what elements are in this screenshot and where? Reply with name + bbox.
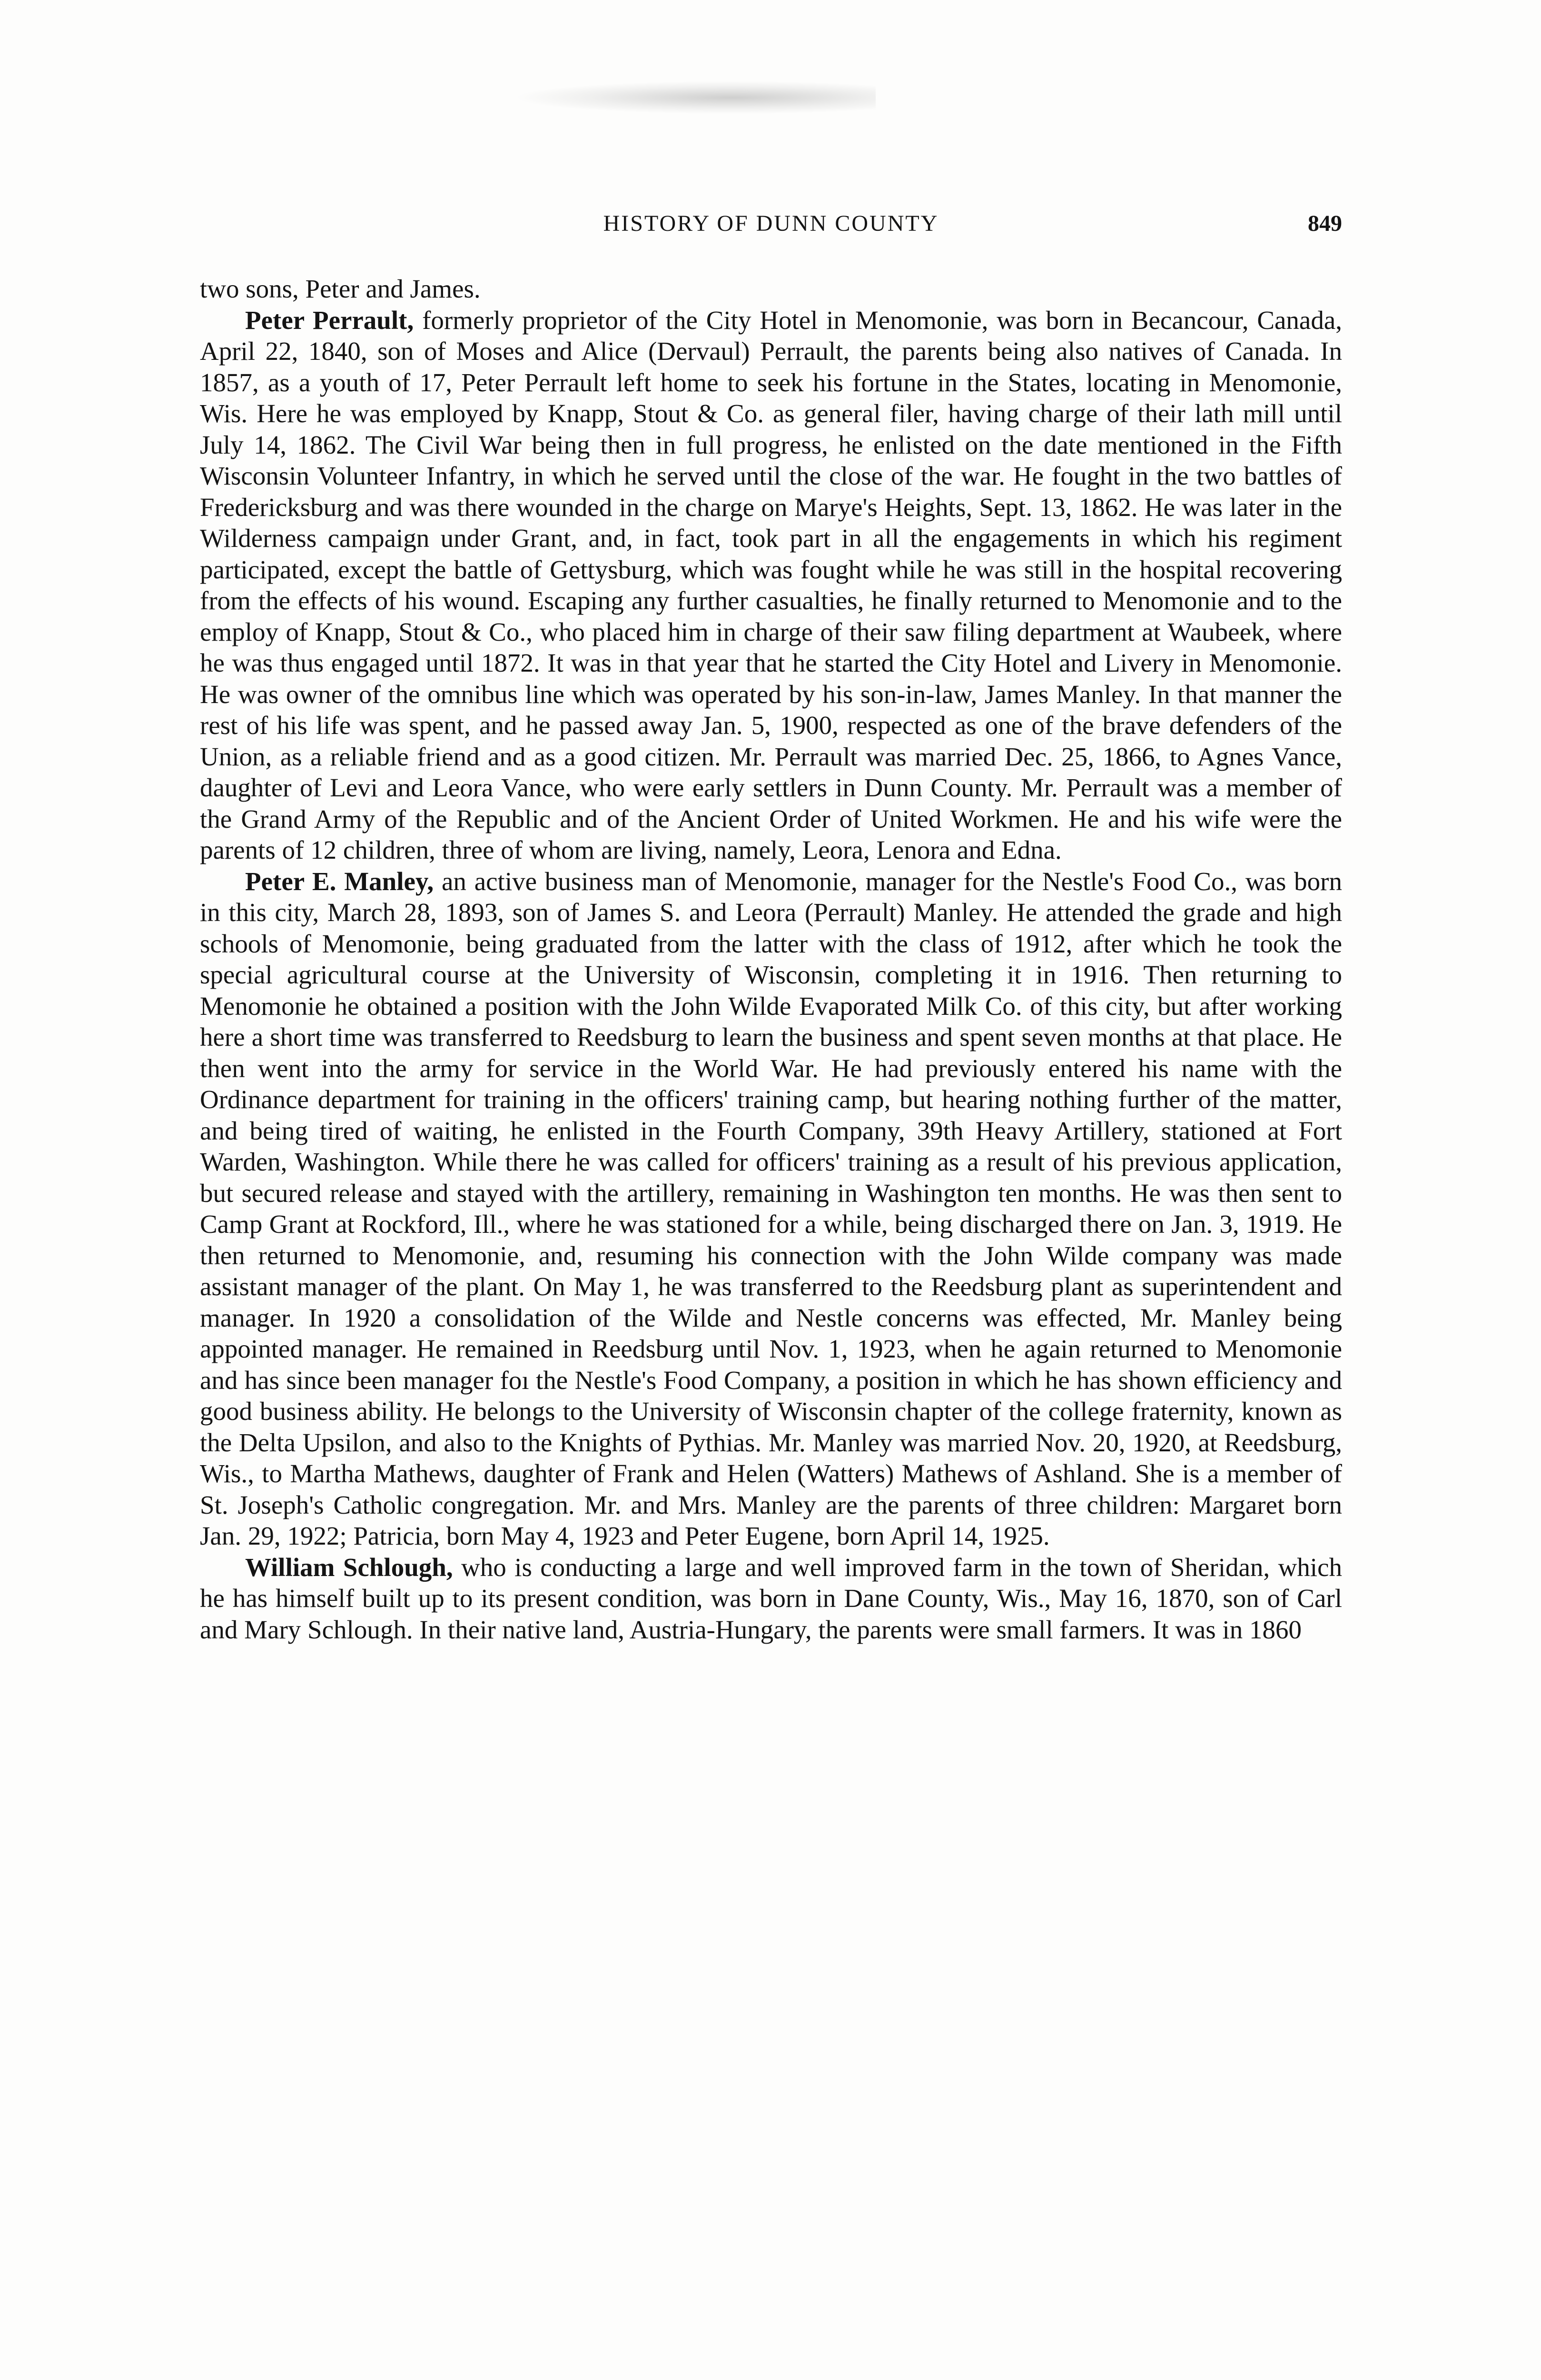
paragraph-lead-name: William Schlough,	[245, 1552, 453, 1582]
paragraph-peter-manley	[200, 866, 1342, 1552]
scan-smudge	[514, 81, 876, 114]
paragraph-william-schlough	[200, 1552, 1342, 1646]
paragraph-text: who is conducting a large and well improved farm in the town of Sheridan, which he has himself built up to its present condition, was born in Dane County, Wis., May 16, 1870, son of Carl and Mary Schlough. In their native land, Austria-Hungary, the parents were small farmers. It was in 1860	[200, 1552, 1342, 1644]
page-header	[200, 210, 1342, 244]
paragraph-lead-name: Peter Perrault,	[245, 305, 414, 335]
paragraph-text: two sons, Peter and James.	[200, 274, 481, 303]
running-title: HISTORY OF DUNN COUNTY	[603, 211, 939, 236]
paragraph-peter-perrault	[200, 305, 1342, 866]
page-number: 849	[1308, 211, 1342, 236]
paragraph-continuation	[200, 273, 1342, 305]
paragraph-lead-name: Peter E. Manley,	[245, 866, 434, 896]
paragraph-text: an active business man of Menomonie, manager for the Nestle's Food Co., was born in this city, March 28, 1893, son of James S. and Leora (Perrault) Manley. He attended the grade and high schools of Menomonie, being graduated from the latter with the class of 1912, after which he took the special agricultural course at the University of Wisconsin, completing it in 1916. Then returning to Menomonie he obtained a position with the John Wilde Evaporated Milk Co. of this city, but after working here a short time was transferred to Reedsburg to learn the business and spent seven months at that place. He then went into the army for service in the World War. He had previously entered his name with the Ordinance department for training in the officers' training camp, but hearing nothing further of the matter, and being tired of waiting, he enlisted in the Fourth Company, 39th Heavy Artillery, stationed at Fort Warden, Washington. While there he was called for officers' training as a result of his previous application, but secured release and stayed with the artillery, remaining in Washington ten months. He was then sent to Camp Grant at Rockford, Ill., where he was stationed for a while, being discharged there on Jan. 3, 1919. He then returned to Menomonie, and, resuming his connection with the John Wilde company was made assistant manager of the plant. On May 1, he was transferred to the Reedsburg plant as superintendent and manager. In 1920 a consolidation of the Wilde and Nestle concerns was effected, Mr. Manley being appointed manager. He remained in Reedsburg until Nov. 1, 1923, when he again returned to Menomonie and has since been manager foı the Nestle's Food Company, a position in which he has shown efficiency and good business ability. He belongs to the University of Wisconsin chapter of the college fraternity, known as the Delta Upsilon, and also to the Knights of Pythias. Mr. Manley was married Nov. 20, 1920, at Reedsburg, Wis., to Martha Mathews, daughter of Frank and Helen (Watters) Mathews of Ashland. She is a member of St. Joseph's Catholic congregation. Mr. and Mrs. Manley are the parents of three children: Margaret born Jan. 29, 1922; Patricia, born May 4, 1923 and Peter Eugene, born April 14, 1925.	[200, 866, 1342, 1550]
body-text	[200, 273, 1342, 1645]
paragraph-text: formerly proprietor of the City Hotel in Menomonie, was born in Becancour, Canada, April 22, 1840, son of Moses and Alice (Dervaul) Perrault, the parents being also natives of Canada. In 1857, as a youth of 17, Peter Perrault left home to seek his fortune in the States, locating in Menomonie, Wis. Here he was employed by Knapp, Stout & Co. as general filer, having charge of their lath mill until July 14, 1862. The Civil War being then in full progress, he enlisted on the date mentioned in the Fifth Wisconsin Volunteer Infantry, in which he served until the close of the war. He fought in the two battles of Fredericksburg and was there wounded in the charge on Marye's Heights, Sept. 13, 1862. He was later in the Wilderness campaign under Grant, and, in fact, took part in all the engagements in which his regiment participated, except the battle of Gettysburg, which was fought while he was still in the hospital recovering from the effects of his wound. Escaping any further casualties, he finally returned to Menomonie and to the employ of Knapp, Stout & Co., who placed him in charge of their saw filing department at Waubeek, where he was thus engaged until 1872. It was in that year that he started the City Hotel and Livery in Menomonie. He was owner of the omnibus line which was operated by his son-in-law, James Manley. In that manner the rest of his life was spent, and he passed away Jan. 5, 1900, respected as one of the brave defenders of the Union, as a reliable friend and as a good citizen. Mr. Perrault was married Dec. 25, 1866, to Agnes Vance, daughter of Levi and Leora Vance, who were early settlers in Dunn County. Mr. Perrault was a member of the Grand Army of the Republic and of the Ancient Order of United Workmen. He and his wife were the parents of 12 children, three of whom are living, namely, Leora, Lenora and Edna.	[200, 305, 1342, 864]
